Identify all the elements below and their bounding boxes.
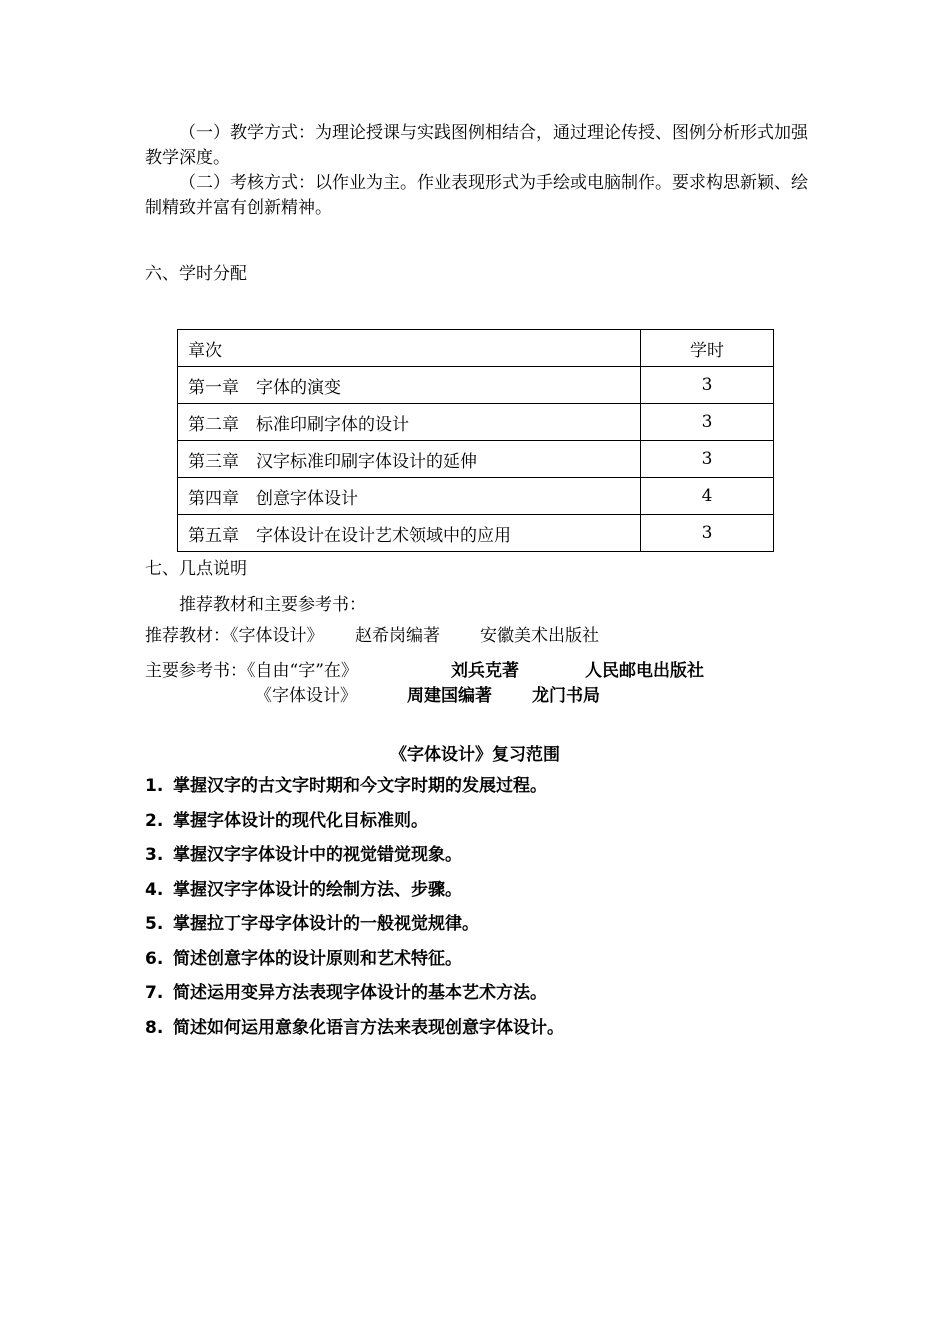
hours-cell: 3 [641, 441, 774, 478]
item-text: 掌握汉字字体设计中的视觉错觉现象。 [173, 845, 462, 865]
textbook-label: 推荐教材： [145, 626, 230, 646]
hours-table [177, 329, 774, 552]
references-label: 主要参考书： [145, 661, 247, 681]
hours-cell: 3 [641, 404, 774, 441]
teaching-method-paragraph: （一）教学方式：为理论授课与实践图例相结合，通过理论传授、图例分析形式加强教学深度。 [145, 123, 808, 168]
chapter-cell: 第一章 字体的演变 [178, 367, 641, 404]
item-number: 2. [145, 810, 164, 831]
list-item [145, 980, 564, 1015]
item-text: 简述运用变异方法表现字体设计的基本艺术方法。 [173, 983, 547, 1003]
list-item [145, 808, 564, 843]
section7-heading: 七、几点说明 [145, 559, 247, 579]
item-number: 1. [145, 776, 164, 796]
list-item [145, 877, 564, 912]
item-text: 简述创意字体的设计原则和艺术特征。 [173, 948, 462, 969]
item-number: 3. [145, 845, 164, 865]
list-item [145, 1015, 564, 1050]
reference-line [145, 656, 358, 681]
review-title: 《字体设计》复习范围 [390, 745, 560, 765]
textbook-line [145, 621, 324, 646]
reference-author: 周建国编著 [407, 686, 492, 706]
hours-cell: 3 [641, 367, 774, 404]
reference-title: 《字体设计》 [255, 686, 357, 706]
item-text: 掌握汉字字体设计的绘制方法、步骤。 [173, 879, 462, 900]
review-list [145, 773, 564, 1049]
item-text: 掌握拉丁字母字体设计的一般视觉规律。 [173, 914, 479, 934]
item-number: 5. [145, 914, 164, 934]
item-number: 4. [145, 879, 164, 900]
list-item [145, 911, 564, 946]
item-number: 7. [145, 983, 164, 1003]
reference-title: 《自由“字”在》 [247, 661, 358, 681]
chapter-cell: 第二章 标准印刷字体的设计 [178, 404, 641, 441]
table-row [178, 515, 774, 552]
item-text: 掌握汉字的古文字时期和今文字时期的发展过程。 [173, 776, 547, 796]
textbook-publisher: 安徽美术出版社 [480, 626, 599, 646]
list-item [145, 946, 564, 981]
hours-cell: 4 [641, 478, 774, 515]
table-row [178, 404, 774, 441]
item-number: 8. [145, 1017, 164, 1038]
textbook-title: 《字体设计》 [230, 626, 324, 646]
item-number: 6. [145, 948, 164, 969]
table-row [178, 367, 774, 404]
assessment-method-paragraph: （二）考核方式：以作业为主。作业表现形式为手绘或电脑制作。要求构思新颖、绘制精致并富有创新精神。 [145, 173, 808, 218]
table-row [178, 478, 774, 515]
header-hours: 学时 [641, 330, 774, 367]
textbook-author: 赵希岗编著 [355, 626, 440, 646]
reference-publisher: 人民邮电出版社 [585, 661, 704, 681]
list-item [145, 773, 564, 808]
list-item [145, 842, 564, 877]
item-text: 简述如何运用意象化语言方法来表现创意字体设计。 [173, 1017, 564, 1038]
table-header-row [178, 330, 774, 367]
header-chapter: 章次 [178, 330, 641, 367]
hours-cell: 3 [641, 515, 774, 552]
chapter-cell: 第三章 汉字标准印刷字体设计的延伸 [178, 441, 641, 478]
reference-publisher: 龙门书局 [532, 686, 600, 706]
item-text: 掌握字体设计的现代化目标准则。 [173, 810, 428, 831]
references-intro: 推荐教材和主要参考书： [179, 595, 366, 615]
table-row [178, 441, 774, 478]
reference-author: 刘兵克著 [451, 661, 519, 681]
section6-heading: 六、学时分配 [145, 264, 247, 284]
chapter-cell: 第五章 字体设计在设计艺术领域中的应用 [178, 515, 641, 552]
chapter-cell: 第四章 创意字体设计 [178, 478, 641, 515]
